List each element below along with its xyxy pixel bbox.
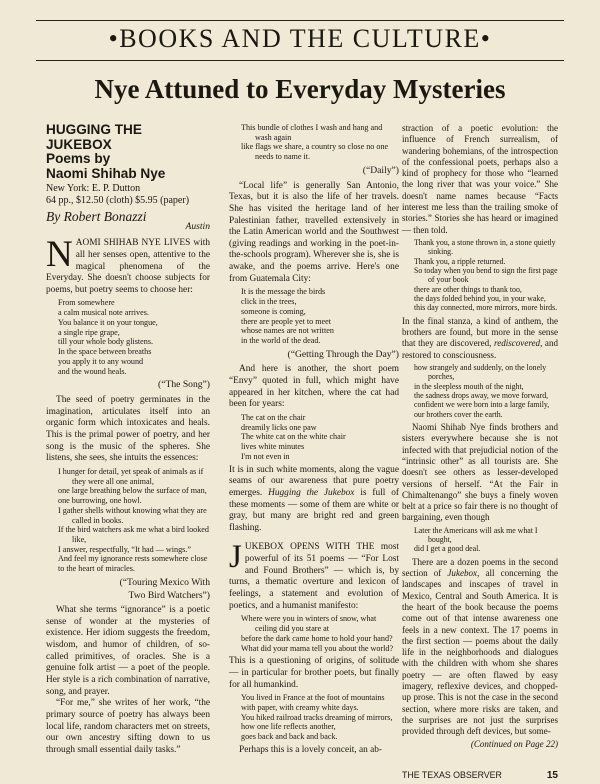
- poem-line: The cat on the chair: [241, 412, 306, 422]
- book-title-line: Naomi Shihab Nye: [46, 165, 166, 181]
- section-header: •BOOKS AND THE CULTURE•: [108, 24, 492, 53]
- lead-in: AOMI SHIHAB NYE LIVES: [75, 238, 191, 249]
- column-2: [229, 123, 399, 756]
- poem-line: how strangely and suddenly, on the lonely porches,: [414, 362, 547, 382]
- poem-line: there are people yet to meet: [241, 316, 332, 326]
- top-rule: [36, 20, 564, 21]
- poem-line: someone is coming,: [241, 306, 306, 316]
- poem-line: till your whole body glistens.: [58, 337, 154, 347]
- poem-line: and the wound heals.: [58, 366, 127, 376]
- paragraph: This is a questioning of origins, of solitude — in particular for brother poets, but finally for all humankind.: [229, 656, 399, 690]
- paragraph-text: , all concerning the landscapes and inscapes of travel in Mexico, Central and South America. It is the heart of the book because the poems come out of that intense awareness one feels in a new context. The 17 poems in the first section — poems about the daily life in the neighborhoods and dialogues with the children with whom she shares poetry — are often flawed by easy imagery, reflexive devices, and chopped-up prose. This is not the case in the second section, where more risks are taken, and the surprises are not just the surprises provided through deft devices, but some-: [402, 568, 558, 737]
- poem-line: our brothers cover the earth.: [414, 409, 503, 419]
- poem-line: you apply it to any wound: [58, 356, 144, 366]
- paragraph-text: , and restored to consciousness.: [402, 338, 558, 360]
- poem-line: I hunger for detail, yet speak of animals as if they were all one animal,: [58, 466, 204, 486]
- page-footer: [402, 770, 558, 781]
- poem-line: Thank you, a stone thrown in, a stone quietly sinking.: [414, 237, 556, 257]
- paragraph: Perhaps this is a lovely conceit, an ab-: [239, 744, 382, 755]
- poem-line: You balance it on your tongue,: [58, 317, 158, 327]
- poem-line: Later the Americans will ask me what I bought,: [414, 525, 538, 545]
- poem-line: You hiked railroad tracks dreaming of mirrors,: [241, 712, 393, 722]
- publication-name: THE TEXAS OBSERVER: [402, 770, 502, 780]
- paragraph-text: There are a dozen poems in the second section of: [402, 556, 558, 579]
- poem-line: I gather shells without knowing what they are called in books.: [58, 505, 207, 525]
- paragraph: The seed of poetry germinates in the imagination, articulates itself into an organic form which intoxicates and heals. This is the primal power of poetry, and her song is the music of the spheres. She listens, she sees, she intuits the essences:: [46, 395, 210, 464]
- poem-line: The white cat on the white chair: [241, 432, 346, 442]
- page-number: 15: [546, 770, 558, 781]
- paragraph: straction of a poetic evolution: the influence of French surrealism, of wandering bohemians, of the introspection of the confessional poets, perhaps also a kind of prophecy for those who “learned the long river that was your voice.” She doesn't name names because “Facts interest me less than the trailing smoke of stories.” Stories she has heard or imagined — then told.: [402, 123, 558, 235]
- paragraph: And here is another, the short poem “Envy” quoted in full, which might have appeared in her kitchen, where the cat had been for years:: [229, 364, 399, 410]
- poem-excerpt: [414, 238, 558, 313]
- byline: By Robert Bonazzi: [46, 209, 147, 224]
- poem-line: in the sleepless mouth of the night,: [414, 381, 524, 391]
- poem-line: confident we were born into a large family,: [414, 400, 550, 410]
- poem-excerpt: [414, 363, 558, 419]
- poem-line: Thank you, a ripple returned.: [414, 256, 506, 266]
- paragraph: What she terms “ignorance” is a poetic sense of wonder at the mysteries of existence. Her idiom suggests the freedom, wisdom, and humor of children, of so-called primitives, of oracles. She is a genuine folk artist — a poet of the people. Her style is a rich combination of narrative, song, and prayer.: [46, 605, 210, 697]
- drop-cap: J: [229, 539, 242, 576]
- poem-excerpt: [414, 526, 558, 554]
- paragraph-text: In the final stanza, a kind of anthem, the brothers are found, but more in the sense that they are discovered,: [402, 315, 558, 349]
- poem-excerpt: [241, 614, 399, 653]
- poem-line: in the world of the dead.: [241, 336, 321, 346]
- poem-line: dreamily licks one paw: [241, 422, 317, 432]
- poem-caption: (“The Song”): [158, 379, 210, 391]
- paragraph-text: most powerful of its 51 poems — “For Lost and Found Brothers” — which is, by turns, a thematic overture and lexicon of feelings, a statement and evolution of poetics, and a humanist manifesto:: [229, 542, 399, 611]
- poem-caption: (“Daily”): [362, 164, 399, 176]
- column-3: [402, 123, 558, 751]
- paragraph-text: is full of these moments — some of them are white or gray, but many are bright red and green flashing.: [229, 487, 399, 533]
- poem-line: You lived in France at the foot of mountains: [241, 693, 385, 703]
- poem-line: This bundle of clothes I wash and hang and wash again: [241, 123, 383, 142]
- poem-line: Where were you in winters of snow, what ceiling did you stare at: [241, 614, 377, 634]
- paragraph: [402, 316, 558, 361]
- poem-excerpt: [241, 287, 399, 345]
- poem-caption: Two Bird Watchers”): [128, 589, 210, 601]
- book-title-italic: Jukebox: [447, 568, 478, 579]
- paragraph: [229, 465, 399, 535]
- poem-line: lives white minutes: [241, 442, 305, 452]
- poem-line: If the bird watchers ask me what a bird looked like,: [58, 525, 209, 544]
- poem-line: And feel my ignorance rests somewhere close: [58, 554, 208, 564]
- paragraph: “Local life” is generally San Antonio, Texas, but it is also the life of her travels. She has visited the heritage land of her Palestinian father, travelled extensively in the Latin American world and the Southwest (giving readings and working in the poet-in-the-schools program). Wherever she is, she is awake, and the poems arrive. Here's one from Guatemala City:: [229, 180, 399, 284]
- poem-line: click in the trees,: [241, 297, 297, 307]
- book-title-line: HUGGING THE: [46, 122, 142, 137]
- poem-excerpt: [241, 413, 399, 462]
- section-rule: [36, 60, 564, 61]
- poem-line: From somewhere: [58, 298, 115, 308]
- book-title-line: JUKEBOX: [46, 136, 112, 152]
- poem-line: a single ripe grape,: [58, 327, 120, 337]
- poem-line: did I get a good deal.: [414, 544, 481, 554]
- poem-line: the sadness drops away, we move forward,: [414, 391, 549, 401]
- poem-line: with paper, with creamy white days.: [241, 702, 359, 712]
- poem-caption: (“Getting Through the Day”): [287, 348, 399, 360]
- poem-line: to the heart of miracles.: [58, 564, 135, 574]
- lead-in: UKEBOX OPENS WITH THE: [244, 542, 375, 553]
- paragraph: “For me,” she writes of her work, “the primary source of poetry has always been local life, random characters met on streets, our own ancestry sifting down to us through small essential daily tasks.”: [46, 698, 210, 755]
- emphasis-italic: rediscovered: [494, 338, 541, 349]
- poem-line: a calm musical note arrives.: [58, 308, 149, 318]
- poem-excerpt: [241, 693, 399, 742]
- book-details: 64 pp., $12.50 (cloth) $5.95 (paper): [46, 195, 190, 206]
- book-title: [46, 123, 210, 181]
- poem-excerpt: [241, 123, 399, 162]
- poem-line: It is the message the birds: [241, 287, 326, 297]
- paragraph: Naomi Shihab Nye finds brothers and sisters everywhere because she is not infected with that prejudicial notion of the “intrinsic other” as all tourists are. She doesn't see others as lesser-developed versions of herself. “At the Fair in Chimaltenango” she buys a finely woven belt at a price so fair there is no thought of bargaining, even though: [402, 422, 558, 523]
- poem-line: I'm not even in: [241, 451, 290, 461]
- continued-link: (Continued on Page 22): [470, 739, 558, 750]
- book-title-line: Poems by: [46, 151, 111, 166]
- poem-line: goes back and back and back.: [241, 732, 338, 742]
- byline-location: Austin: [185, 220, 210, 232]
- poem-line: whose names are not written: [241, 326, 334, 336]
- poem-line: In the space between breaths: [58, 347, 152, 357]
- paragraph-text: It is in such white moments, along the vague seams of our awareness that pure poetry emerges.: [229, 464, 399, 498]
- poem-line: before the dark came home to hold your hand?: [241, 633, 393, 643]
- headline: Nye Attuned to Everyday Mysteries: [94, 74, 506, 104]
- drop-cap: N: [46, 234, 73, 276]
- poem-line: how one life reflects another,: [241, 722, 336, 732]
- paragraph: [46, 234, 210, 296]
- paragraph: [229, 539, 399, 612]
- poem-line: What did your mama tell you about the world?: [241, 643, 394, 653]
- book-title-italic: Hugging the Jukebox: [268, 487, 355, 498]
- book-publisher: New York: E. P. Dutton: [46, 183, 141, 194]
- poem-line: like flags we share, a country so close no one needs to name it.: [241, 142, 389, 162]
- poem-line: one burrowing, one howl.: [58, 496, 142, 506]
- poem-line: one large breathing below the surface of man,: [58, 486, 207, 496]
- column-1: [46, 123, 210, 757]
- poem-line: there are other things to thank too,: [414, 284, 522, 294]
- poem-excerpt: [58, 467, 210, 574]
- paragraph-text: with all her senses open, attentive to the magical phenomena of the Everyday. She doesn't choose subjects for poems, but poetry seems to choose her:: [46, 238, 210, 295]
- poem-line: So today when you bend to sign the first page of your book: [414, 265, 558, 285]
- poem-excerpt: [58, 298, 210, 376]
- poem-caption: (“Touring Mexico With: [119, 576, 210, 588]
- poem-line: I answer, respectfully, “It had — wings.”: [58, 544, 191, 554]
- poem-line: this day connected, more mirrors, more birds.: [414, 303, 558, 313]
- paragraph: [402, 557, 558, 738]
- poem-line: the days folded behind you, in your wake,: [414, 294, 546, 304]
